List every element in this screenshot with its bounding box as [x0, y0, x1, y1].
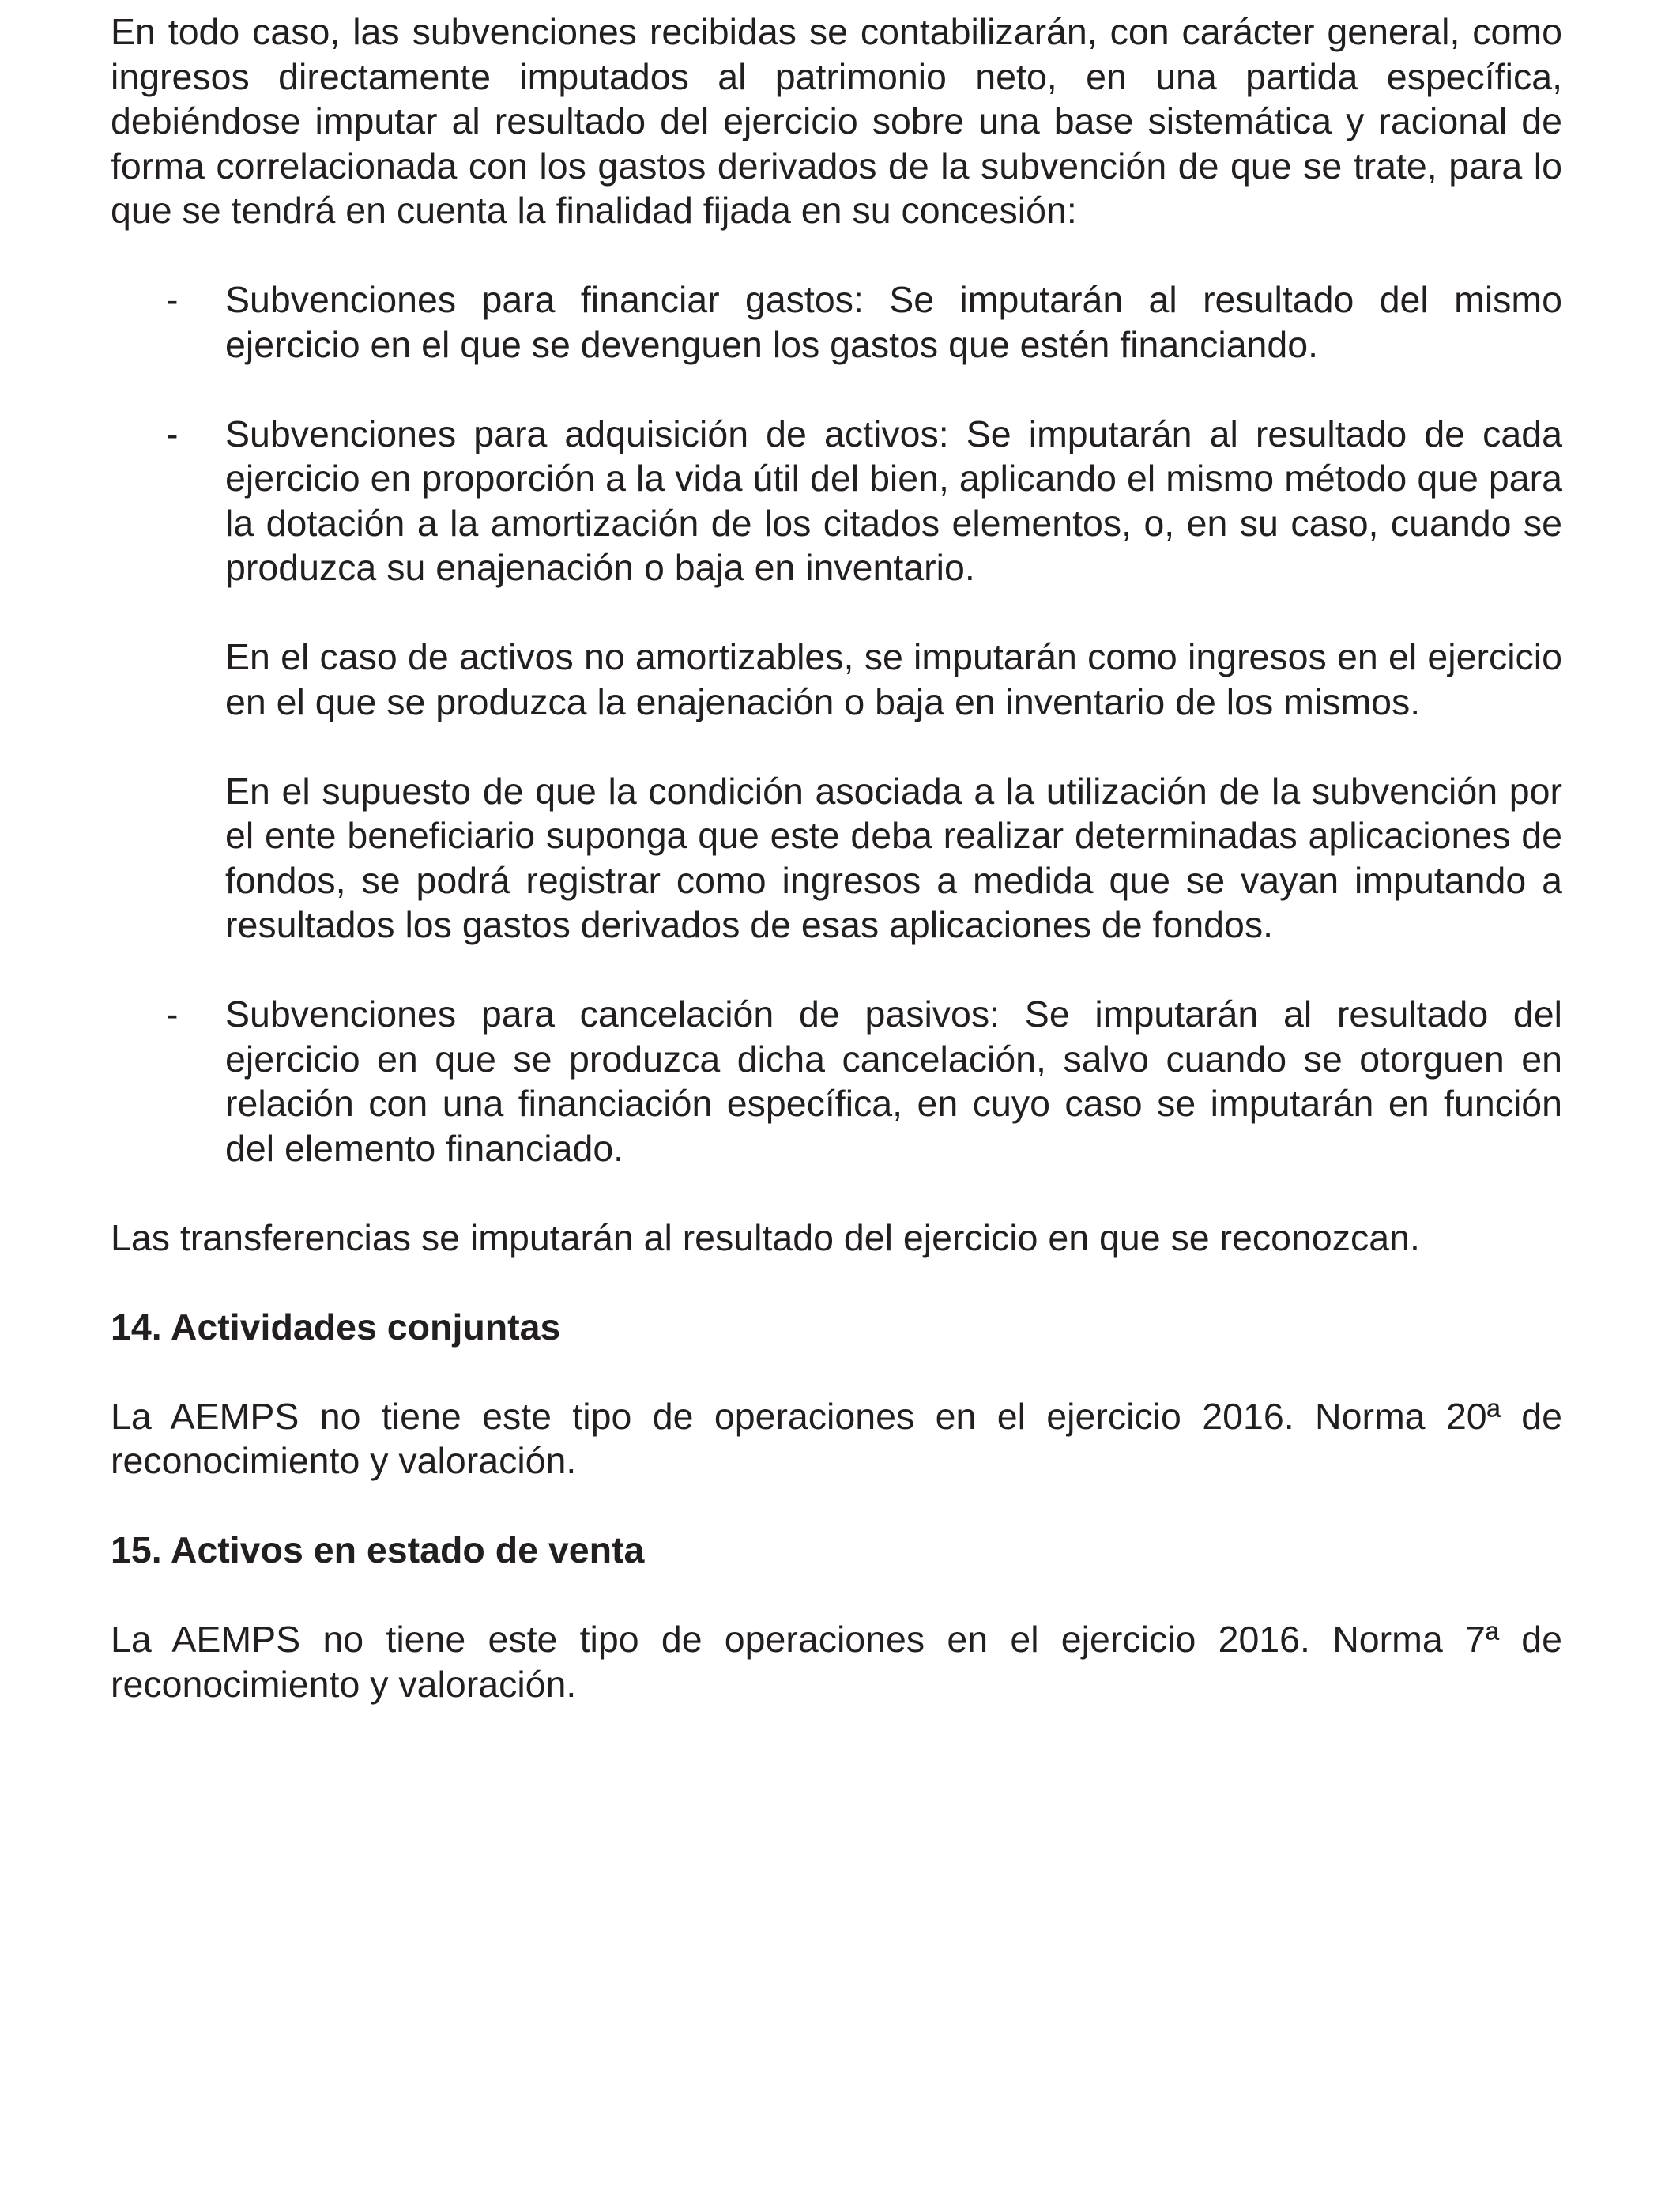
sub-paragraph-no-amortizables: En el caso de activos no amortizables, se imputarán como ingresos en el ejercicio en el que se produzca la enajenación o baja en inventario de los mismos.: [225, 636, 1562, 722]
list-item-text: Subvenciones para cancelación de pasivos: Se imputarán al resultado del ejercicio en que se produzca dicha cancelación, salvo cuando se otorguen en relación con una financiación específica, en cuyo caso se imputarán en función del elemento financiado.: [225, 993, 1562, 1169]
intro-paragraph: En todo caso, las subvenciones recibidas se contabilizarán, con carácter general, como ingresos directamente imputados al patrimonio neto, en una partida específica, debiéndose imputar al resultado del ejercicio sobre una base sistemática y racional de forma correlacionada con los gastos derivados de la subvención de que se trate, para lo que se tendrá en cuenta la finalidad fijada en su concesión:: [111, 11, 1562, 231]
transfers-paragraph: Las transferencias se imputarán al resultado del ejercicio en que se reconozcan.: [111, 1216, 1420, 1258]
page-content: [111, 9, 1562, 1706]
list-dash: -: [166, 993, 179, 1035]
section-14-text: La AEMPS no tiene este tipo de operaciones en el ejercicio 2016. Norma 20ª de reconocimiento y valoración.: [111, 1395, 1562, 1481]
section-14-heading: 14. Actividades conjuntas: [111, 1306, 561, 1348]
section-15-text: La AEMPS no tiene este tipo de operaciones en el ejercicio 2016. Norma 7ª de reconocimiento y valoración.: [111, 1619, 1562, 1705]
list-item-gastos: [111, 277, 1562, 367]
list-item-activos: [111, 412, 1562, 590]
list-dash: -: [166, 279, 179, 320]
list-item-text: Subvenciones para adquisición de activos: Se imputarán al resultado de cada ejercicio en proporción a la vida útil del bien, aplicando el mismo método que para la dotación a la amortización de los citados elementos, o, en su caso, cuando se produzca su enajenación o baja en inventario.: [225, 413, 1562, 588]
list-dash: -: [166, 413, 179, 454]
list-item-pasivos: [111, 992, 1562, 1171]
list-item-text: Subvenciones para financiar gastos: Se imputarán al resultado del mismo ejercicio en el que se devenguen los gastos que estén financiando.: [225, 279, 1562, 365]
section-15-heading: 15. Activos en estado de venta: [111, 1529, 645, 1570]
sub-paragraph-aplicaciones-fondos: En el supuesto de que la condición asociada a la utilización de la subvención por el ente beneficiario suponga que este deba realizar determinadas aplicaciones de fondos, se podrá registrar como ingresos a medida que se vayan imputando a resultados los gastos derivados de esas aplicaciones de fondos.: [225, 770, 1562, 945]
